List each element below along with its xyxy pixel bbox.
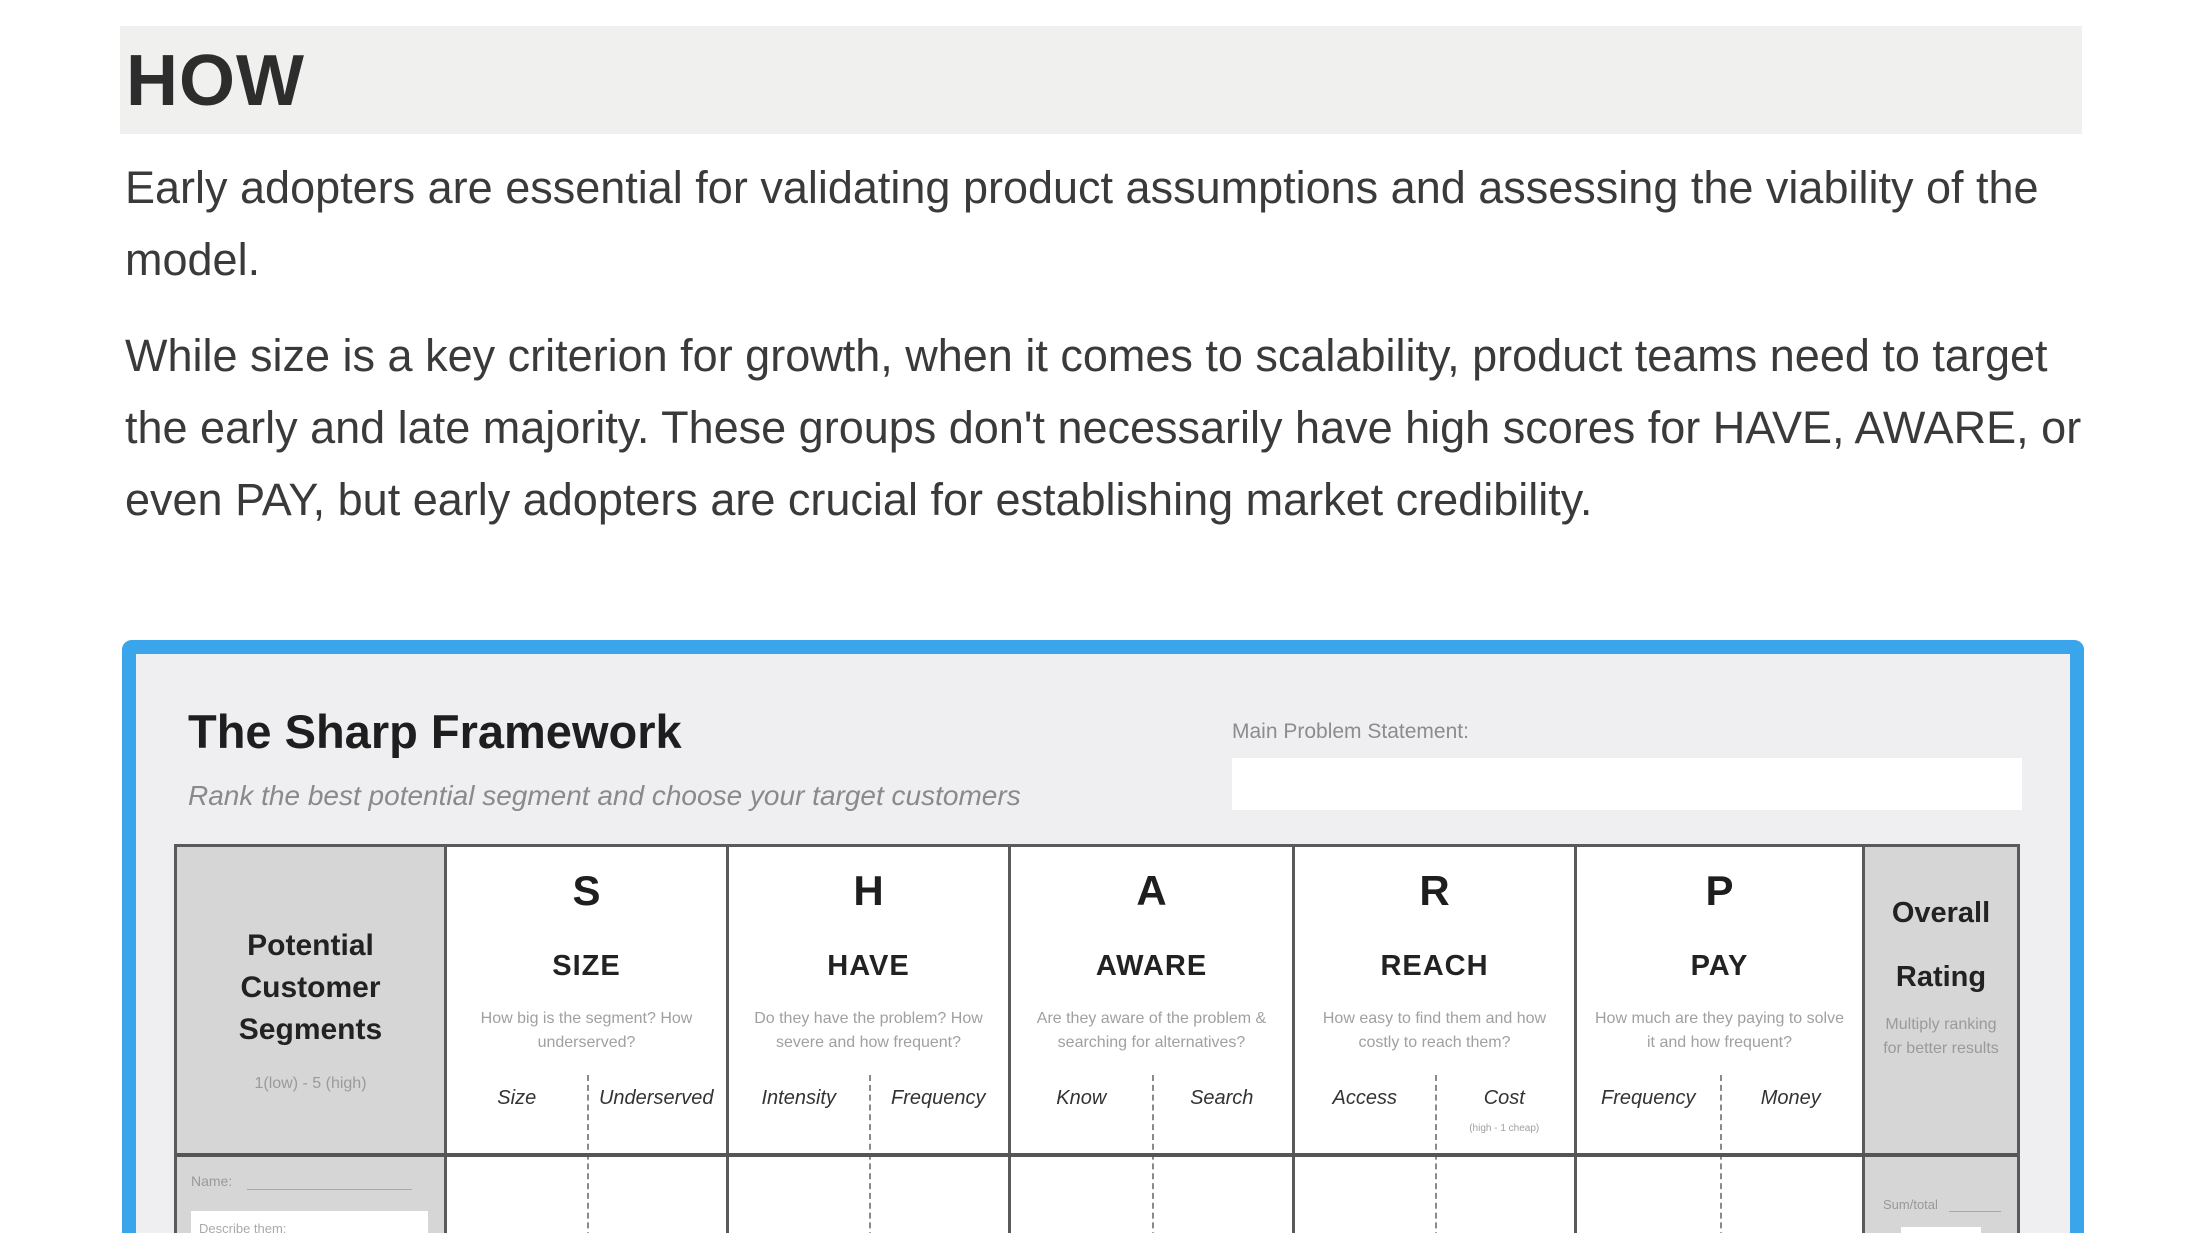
section-heading-bar bbox=[120, 26, 2082, 134]
sharp-framework-image bbox=[122, 640, 2084, 1233]
criterion-letter: A bbox=[1136, 867, 1167, 914]
paragraph-scalability: While size is a key criterion for growth, when it comes to scalability, product teams need to target the early and late majority. These groups don't necessarily have high scores for HAVE, AWARE, or even PAY, but early adopters are crucial for establishing market credibility. bbox=[125, 330, 2082, 525]
criterion-sub-right: Frequency bbox=[891, 1087, 986, 1109]
paragraph-early-adopters: Early adopters are essential for validating product assumptions and assessing the viability of the model. bbox=[125, 162, 2039, 285]
criterion-sub-left: Know bbox=[1056, 1087, 1107, 1109]
framework-grid bbox=[174, 844, 2020, 1233]
segments-scale: 1(low) - 5 (high) bbox=[254, 1075, 367, 1092]
segments-label-line: Potential bbox=[247, 929, 374, 962]
segments-label bbox=[177, 925, 444, 1051]
criterion-sub-left: Intensity bbox=[761, 1087, 836, 1109]
overall-title-line: Overall bbox=[1891, 897, 1991, 929]
criterion-sub-right: Underserved bbox=[598, 1087, 714, 1109]
criterion-letter: S bbox=[572, 867, 601, 914]
row-name-label: Name: bbox=[191, 1173, 233, 1189]
criterion-column-pay bbox=[1577, 847, 1865, 1233]
criterion-letter: R bbox=[1419, 867, 1450, 914]
row-name-line bbox=[247, 1189, 412, 1190]
criterion-name: SIZE bbox=[552, 950, 621, 982]
criterion-name: REACH bbox=[1380, 950, 1489, 982]
segments-label-line: Customer bbox=[240, 971, 381, 1004]
section-heading: HOW bbox=[126, 41, 305, 121]
sum-total-line bbox=[1949, 1211, 2001, 1212]
criterion-column-reach bbox=[1295, 847, 1577, 1233]
criterion-column-aware bbox=[1011, 847, 1295, 1233]
framework-subtitle: Rank the best potential segment and choose your target customers bbox=[188, 780, 1021, 811]
criterion-question: Are they aware of the problem & searching for alternatives? bbox=[1036, 1010, 1267, 1051]
overall-rating-column bbox=[1865, 847, 2017, 1233]
criterion-name: HAVE bbox=[827, 950, 910, 982]
criterion-letter: H bbox=[853, 867, 884, 914]
overall-title-line: Rating bbox=[1895, 961, 1987, 993]
criterion-sub-right: Money bbox=[1760, 1087, 1821, 1109]
sum-total-label: Sum/total bbox=[1883, 1197, 1938, 1212]
sum-total-box bbox=[1901, 1227, 1981, 1233]
criterion-sub-left: Frequency bbox=[1601, 1087, 1696, 1109]
criterion-column-have bbox=[729, 847, 1011, 1233]
row-describe-box: Describe them: bbox=[191, 1211, 428, 1233]
framework-title: The Sharp Framework bbox=[188, 705, 682, 758]
criterion-question: How big is the segment? How underserved? bbox=[480, 1010, 693, 1051]
criterion-question: How easy to find them and how costly to reach them? bbox=[1322, 1010, 1547, 1051]
criterion-question: How much are they paying to solve it and how frequent? bbox=[1594, 1010, 1844, 1051]
criterion-sub-left: Size bbox=[497, 1087, 537, 1109]
criterion-column-size bbox=[447, 847, 729, 1233]
header-row-divider bbox=[177, 1153, 2017, 1157]
criterion-name: AWARE bbox=[1095, 950, 1208, 982]
criterion-sub-right: Search bbox=[1190, 1087, 1254, 1109]
criterion-sub-right: Cost bbox=[1483, 1087, 1525, 1109]
criterion-name: PAY bbox=[1690, 950, 1749, 982]
overall-rating-description: Multiply ranking for better results bbox=[1883, 1016, 1999, 1057]
criterion-sub-note: (high - 1 cheap) bbox=[1469, 1123, 1540, 1134]
problem-statement-label: Main Problem Statement: bbox=[1232, 720, 1469, 743]
problem-statement-field bbox=[1232, 758, 2022, 810]
overall-rating-title bbox=[1865, 881, 2017, 1009]
segments-column bbox=[177, 847, 447, 1233]
criterion-question: Do they have the problem? How severe and how frequent? bbox=[754, 1010, 983, 1051]
segments-label-line: Segments bbox=[238, 1013, 383, 1046]
criterion-letter: P bbox=[1705, 867, 1734, 914]
criterion-sub-left: Access bbox=[1332, 1087, 1397, 1109]
